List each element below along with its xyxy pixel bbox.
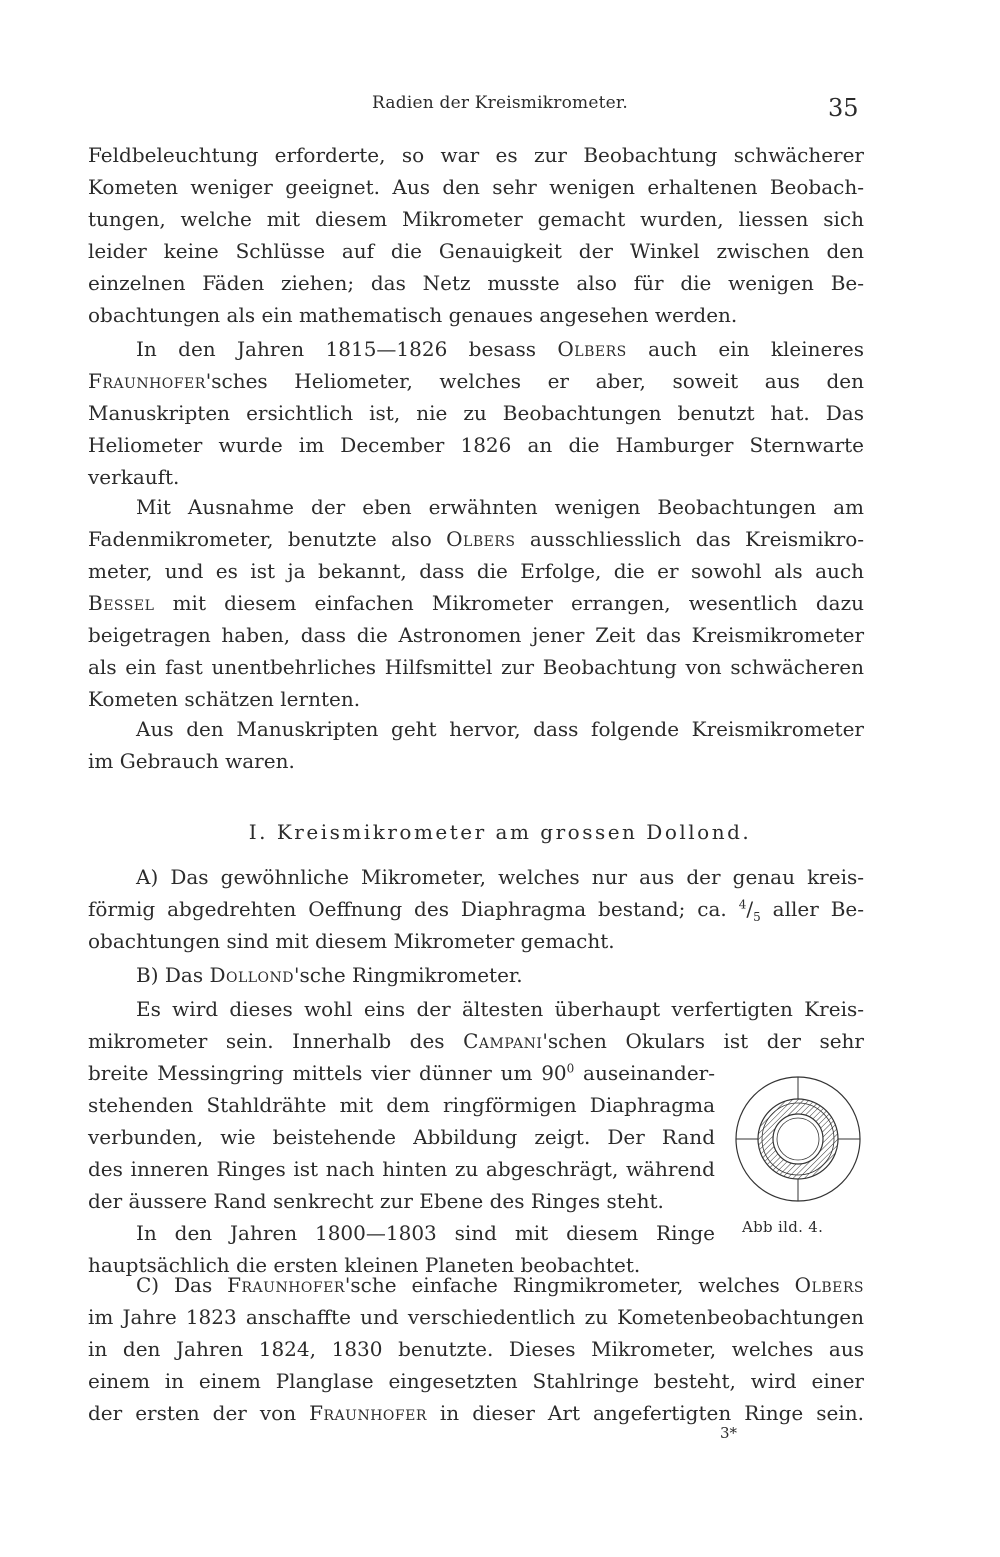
person-name: Fraunhofer — [88, 369, 206, 393]
text-line: hauptsächlich die ersten kleinen Planeten beobachtet. — [88, 1253, 641, 1277]
page-number: 35 — [828, 94, 859, 122]
text-line: verbunden, wie beistehende Abbildung zeigt. Der Rand — [88, 1125, 715, 1149]
text-line: meter, und es ist ja bekannt, dass die Erfolge, die er sowohl als auch — [88, 559, 864, 583]
text-line: der äussere Rand senkrecht zur Ebene des Ringes steht. — [88, 1189, 664, 1213]
text-line: A) Das gewöhnliche Mikrometer, welches nur aus der genau kreis- — [136, 865, 864, 889]
running-header: Radien der Kreismikrometer. — [372, 93, 628, 113]
fraction: $^4/_5$ — [738, 897, 761, 924]
text-line: einzelnen Fäden ziehen; das Netz musste also für die wenigen Be- — [88, 271, 864, 295]
text-line: mikrometer sein. Innerhalb des Campani'schen Okulars ist der sehr — [88, 1029, 864, 1053]
text-line: B) Das Dollond'sche Ringmikrometer. — [136, 963, 523, 987]
text-line: des inneren Ringes ist nach hinten zu abgeschrägt, während — [88, 1157, 715, 1181]
text-line: stehenden Stahldrähte mit dem ringförmigen Diaphragma — [88, 1093, 715, 1117]
text-line: Es wird dieses wohl eins der ältesten überhaupt verfertigten Kreis- — [136, 997, 864, 1021]
text-line: In den Jahren 1815—1826 besass Olbers auch ein kleineres — [136, 337, 864, 361]
person-name: Olbers — [794, 1273, 864, 1297]
text-line: förmig abgedrehten Oeffnung des Diaphragma bestand; ca. $^4/_5$ aller Be- — [88, 897, 864, 924]
person-name: Campani — [463, 1029, 543, 1053]
text-line: Manuskripten ersichtlich ist, nie zu Beobachtungen benutzt hat. Das — [88, 401, 864, 425]
person-name: Fraunhofer — [309, 1401, 427, 1425]
text-line: Aus den Manuskripten geht hervor, dass folgende Kreismikrometer — [136, 717, 864, 741]
person-name: Bessel — [88, 591, 155, 615]
text-line: Bessel mit diesem einfachen Mikrometer errangen, wesentlich dazu — [88, 591, 864, 615]
text-line: verkauft. — [88, 465, 180, 489]
text-line: obachtungen als ein mathematisch genaues angesehen werden. — [88, 303, 738, 327]
person-name: Olbers — [446, 527, 516, 551]
text-line: In den Jahren 1800—1803 sind mit diesem Ringe — [136, 1221, 715, 1245]
text-line: einem in einem Planglase eingesetzten Stahlringe besteht, wird einer — [88, 1369, 864, 1393]
text-line: in den Jahren 1824, 1830 benutzte. Dieses Mikrometer, welches aus — [88, 1337, 864, 1361]
text-line: obachtungen sind mit diesem Mikrometer gemacht. — [88, 929, 615, 953]
person-name: Dollond — [209, 963, 294, 987]
text-line: als ein fast unentbehrliches Hilfsmittel zur Beobachtung von schwächeren — [88, 655, 864, 679]
text-line: Kometen weniger geeignet. Aus den sehr wenigen erhaltenen Beobach- — [88, 175, 864, 199]
figure-caption: Abb ild. 4. — [742, 1218, 824, 1236]
ring-micrometer-figure — [733, 1074, 863, 1204]
text-line: leider keine Schlüsse auf die Genauigkeit der Winkel zwischen den — [88, 239, 864, 263]
text-line: Feldbeleuchtung erforderte, so war es zur Beobachtung schwächerer — [88, 143, 864, 167]
text-line: tungen, welche mit diesem Mikrometer gemacht wurden, liessen sich — [88, 207, 864, 231]
text-line: Fadenmikrometer, benutzte also Olbers ausschliesslich das Kreismikro- — [88, 527, 864, 551]
text-line: breite Messingring mittels vier dünner um $90^0$ auseinander- — [88, 1061, 715, 1085]
text-line: Mit Ausnahme der eben erwähnten wenigen Beobachtungen am — [136, 495, 864, 519]
text-line: im Gebrauch waren. — [88, 749, 295, 773]
person-name: Fraunhofer — [227, 1273, 345, 1297]
text-line: der ersten der von Fraunhofer in dieser Art angefertigten Ringe sein. — [88, 1401, 864, 1425]
text-line: Heliometer wurde im December 1826 an die Hamburger Sternwarte — [88, 433, 864, 457]
signature-mark: 3* — [720, 1424, 738, 1442]
text-line: Fraunhofer'sches Heliometer, welches er aber, soweit aus den — [88, 369, 864, 393]
person-name: Olbers — [557, 337, 627, 361]
text-line: C) Das Fraunhofer'sche einfache Ringmikrometer, welches Olbers — [136, 1273, 864, 1297]
text-line: Kometen schätzen lernten. — [88, 687, 361, 711]
text-line: im Jahre 1823 anschaffte und verschiedentlich zu Kometenbeobachtungen — [88, 1305, 864, 1329]
section-heading: I. Kreismikrometer am grossen Dollond. — [248, 820, 752, 844]
text-line: beigetragen haben, dass die Astronomen jener Zeit das Kreismikrometer — [88, 623, 864, 647]
